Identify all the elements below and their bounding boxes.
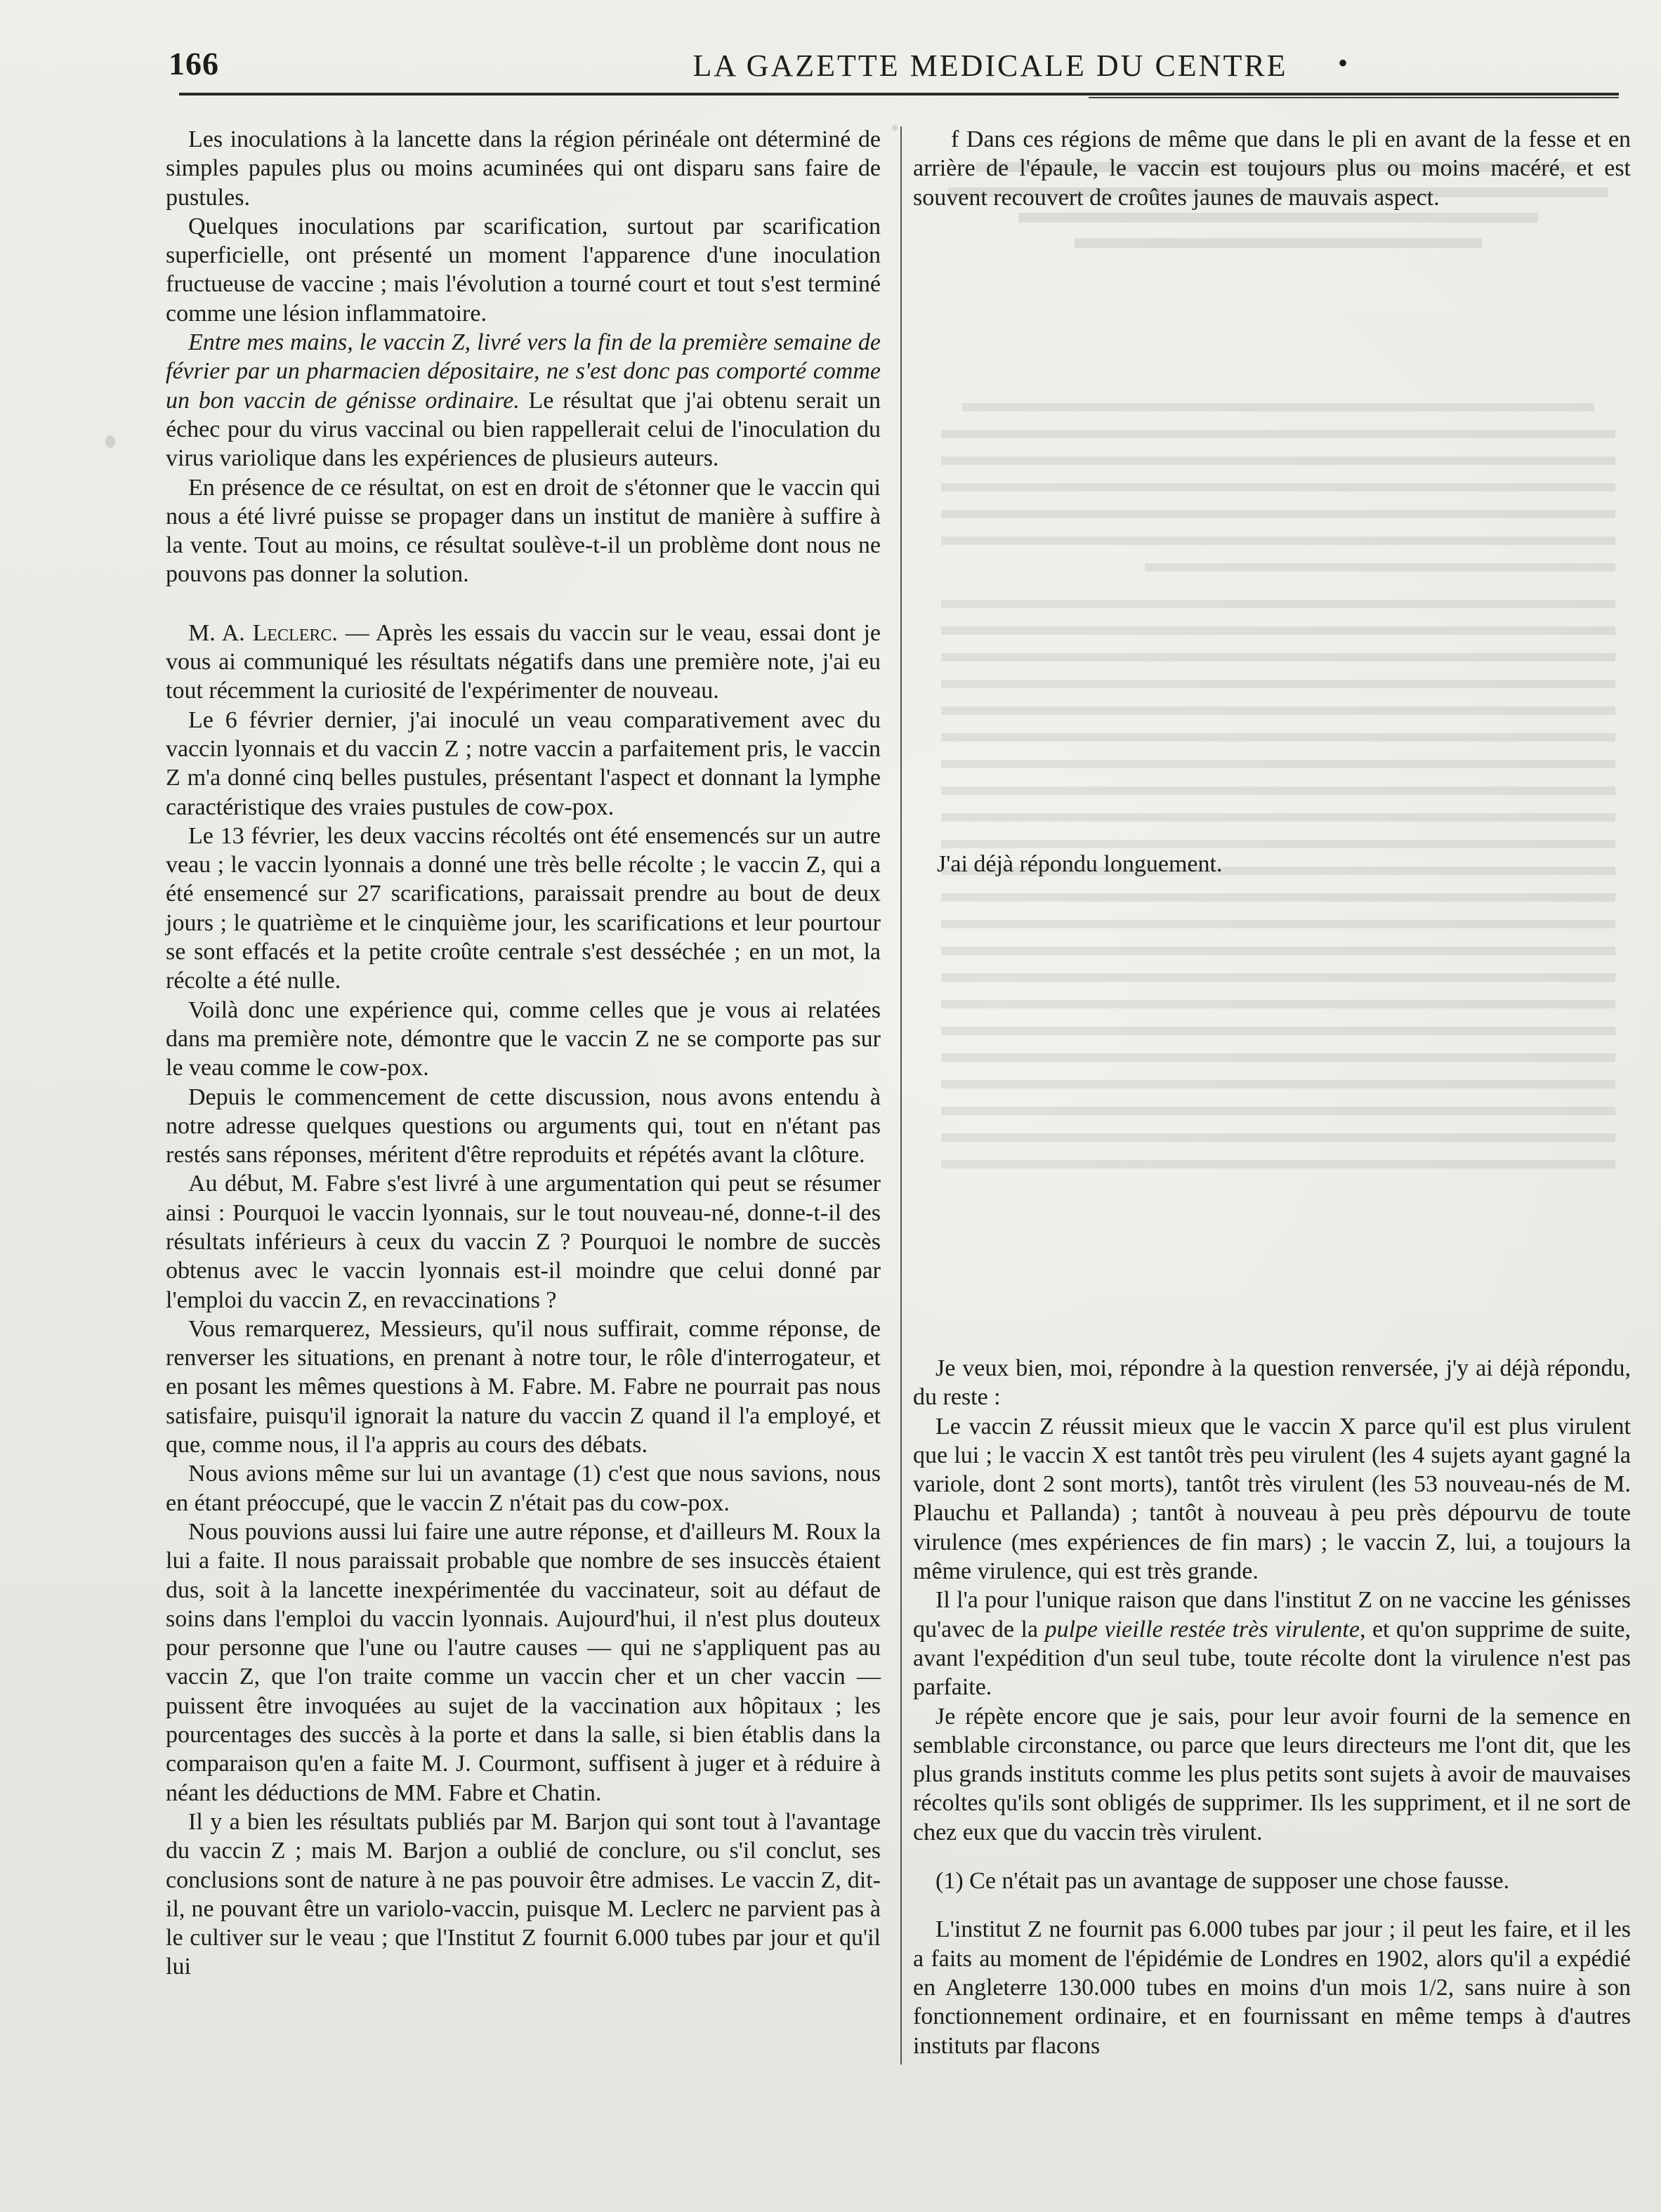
paragraph: Nous avions même sur lui un avantage (1) c'est que nous savions, nous en étant préoccupé, que le vaccin Z n'était pas du cow-pox. <box>166 1461 881 1516</box>
paragraph: En présence de ce résultat, on est en droit de s'étonner que le vaccin qui nous a été livré puisse se propager dans un institut de manière à suffire à la vente. Tout au moins, ce résultat soulève-t-il un problème dont nous ne pouvons pas donner la solution. <box>166 474 881 588</box>
paragraph: Il y a bien les résultats publiés par M. Barjon qui sont tout à l'avantage du vaccin Z ; mais M. Barjon a oublié de conclure, ou s'il conclut, ses conclusions sont de nature à ne pas pouvoir être admises. Le vaccin Z, dit-il, ne pouvant être un variolo-vaccin, puisque M. Leclerc ne parvient pas à le cultiver sur le veau ; que l'Institut Z fournit 6.000 tubes par jour et qu'il lui <box>166 1808 881 1980</box>
paragraph: Le vaccin Z réussit mieux que le vaccin X parce qu'il est plus virulent que lui ; le vaccin X est tantôt très peu virulent (les 4 sujets ayant gagné la variole, dont 2 sont morts), tantôt très virulent (les 53 nouveau-nés de M. Plauchu et Pallanda) ; tantôt à nouveau à peu près dépourvu de toute virulence (mes expériences de fin mars) ; le vaccin Z, lui, a toujours la même virulence, qui est très grande. <box>913 1413 1631 1585</box>
speaker-prefix: M. A. <box>188 619 245 646</box>
header-rule <box>179 93 1619 96</box>
paragraph <box>166 619 881 706</box>
ink-smudge <box>105 435 115 448</box>
italic-text: Entre mes mains, le vaccin Z, livré vers la fin de la première semaine de février par un pharmacien dépositaire, ne s'est donc pas comporté comme un bon vaccin de génisse ordinaire. <box>166 329 881 414</box>
page-number: 166 <box>169 46 219 81</box>
paragraph: L'institut Z ne fournit pas 6.000 tubes par jour ; il peut les faire, et il les a faits au moment de l'épidémie de Londres en 1902, alors qu'il a expédié en Angleterre 130.000 tubes en moins d'un mois 1/2, sans nuire à son fonctionnement ordinaire, et en fournissant en même temps à d'autres instituts par flacons <box>913 1916 1631 2059</box>
paragraph <box>913 1586 1631 1701</box>
footnote: (1) Ce n'était pas un avantage de supposer une chose fausse. <box>935 1868 1510 1895</box>
paragraph: Je répète encore que je sais, pour leur avoir fourni de la semence en semblable circonstance, ou parce que leurs directeurs me l'ont dit, que les plus grands instituts comme les plus petits sont sujets à avoir de mauvaises récoltes qu'ils sont obligés de supprimer. Ils les suppriment, et il ne sort de chez eux que du vaccin très virulent. <box>913 1703 1631 1845</box>
paragraph: Depuis le commencement de cette discussion, nous avons entendu à notre adresse quelques questions ou arguments qui, tout en n'étant pas restés sans réponses, méritent d'être reproduits et répétés avant la clôture. <box>166 1084 881 1168</box>
paragraph-text: et qu'on supprime de suite, avant l'expédition d'un seul tube, toute récolte dont la virulence n'est pas parfaite. <box>913 1616 1632 1701</box>
right-column-middle <box>913 850 1631 878</box>
paragraph: Nous pouvions aussi lui faire une autre réponse, et d'ailleurs M. Roux la lui a faite. Il nous paraissait probable que nombre de ses insuccès étaient dus, soit à la lancette inexpérimentée du vaccinateur, soit au défaut de soins dans l'emploi du vaccin lyonnais. Aujourd'hui, il n'est plus douteux pour personne que l'une ou l'autre causes — qui ne s'appliquent pas au vaccin Z, que l'on traite comme un vaccin cher et un cher vaccin — puissent être invoquées au sujet de la vaccination aux hôpitaux ; les pourcentages des succès à la porte et dans la salle, si bien établis dans la comparaison qu'en a faite M. J. Courmont, suffisent à juger et à réduire à néant les déductions de MM. Fabre et Chatin. <box>166 1518 881 1806</box>
ink-smudge <box>892 125 898 131</box>
page-header <box>169 41 1619 90</box>
paragraph: J'ai déjà répondu longuement. <box>937 851 1223 877</box>
journal-title: LA GAZETTE MEDICALE DU CENTRE <box>692 48 1288 83</box>
speaker-name: Leclerc. <box>252 619 338 646</box>
paragraph-text: — Après les essais du vaccin sur le veau, essai dont je vous ai communiqué les résultats négatifs dans une première note, j'ai eu tout récemment la curiosité de l'expérimenter de nouveau. <box>166 619 881 704</box>
paragraph-text: Le résultat que j'ai obtenu serait un échec pour du virus vaccinal ou bien rappellerait celui de l'inoculation du virus variolique dans les expériences de plusieurs auteurs. <box>166 387 881 472</box>
right-column-top <box>913 125 1631 212</box>
column-divider <box>900 126 902 2065</box>
header-mark: • <box>1338 47 1348 79</box>
paragraph: Voilà donc une expérience qui, comme celles que je vous ai relatées dans ma première note, démontre que le vaccin Z ne se comporte pas sur le veau comme le cow-pox. <box>166 996 881 1081</box>
right-column-bottom <box>913 1354 1631 2060</box>
header-rule-secondary <box>1089 97 1619 98</box>
paragraph-text: Il l'a pour l'unique raison que dans l'institut Z on ne vaccine les génisses qu'avec de la <box>913 1587 1631 1642</box>
paragraph: Vous remarquerez, Messieurs, qu'il nous suffirait, comme réponse, de renverser les situations, en prenant à notre tour, le rôle d'interrogateur, et en posant les mêmes questions à M. Fabre. M. Fabre ne pourrait pas nous satisfaire, puisqu'il ignorait la nature du vaccin Z quand il l'a employé, et que, comme nous, il l'a appris au cours des débats. <box>166 1315 881 1459</box>
paragraph: Quelques inoculations par scarification, surtout par scarification superficielle, ont présenté un moment l'apparence d'une inoculation fructueuse de vaccine ; mais l'évolution a tourné court et tout s'est terminé comme une lésion inflammatoire. <box>166 213 881 327</box>
left-column <box>166 125 881 1982</box>
italic-text: pulpe vieille restée très virulente, <box>1044 1616 1366 1642</box>
paragraph: Les inoculations à la lancette dans la région périnéale ont déterminé de simples papules plus ou moins acuminées qui ont disparu sans faire de pustules. <box>166 126 881 211</box>
paragraph: Au début, M. Fabre s'est livré à une argumentation qui peut se résumer ainsi : Pourquoi le vaccin lyonnais, sur le tout nouveau-né, donne-t-il des résultats inférieurs à ceux du vaccin Z ? Pourquoi le nombre de succès obtenus avec le vaccin lyonnais est-il moindre que celui donné par l'emploi du vaccin Z, en revaccinations ? <box>166 1171 881 1313</box>
paragraph <box>166 328 881 473</box>
paragraph: Le 13 février, les deux vaccins récoltés ont été ensemencés sur un autre veau ; le vaccin lyonnais a donné une très belle récolte ; le vaccin Z, qui a été ensemencé sur 27 scarifications, paraissait prendre au bout de deux jours ; le quatrième et le cinquième jour, les scarifications et leur pourtour se sont effacés et la petite croûte centrale s'est desséchée ; en un mot, la récolte a été nulle. <box>166 822 881 994</box>
paragraph: f Dans ces régions de même que dans le pli en avant de la fesse et en arrière de l'épaule, le vaccin est toujours plus ou moins macéré, et est souvent recouvert de croûtes jaunes de mauvais aspect. <box>913 126 1631 211</box>
paragraph: Le 6 février dernier, j'ai inoculé un veau comparativement avec du vaccin lyonnais et du vaccin Z ; notre vaccin a parfaitement pris, le vaccin Z m'a donné cinq belles pustules, présentant l'aspect et donnant la lymphe caractéristique des vraies pustules de cow-pox. <box>166 706 881 820</box>
paragraph: Je veux bien, moi, répondre à la question renversée, j'y ai déjà répondu, du reste : <box>913 1355 1631 1411</box>
